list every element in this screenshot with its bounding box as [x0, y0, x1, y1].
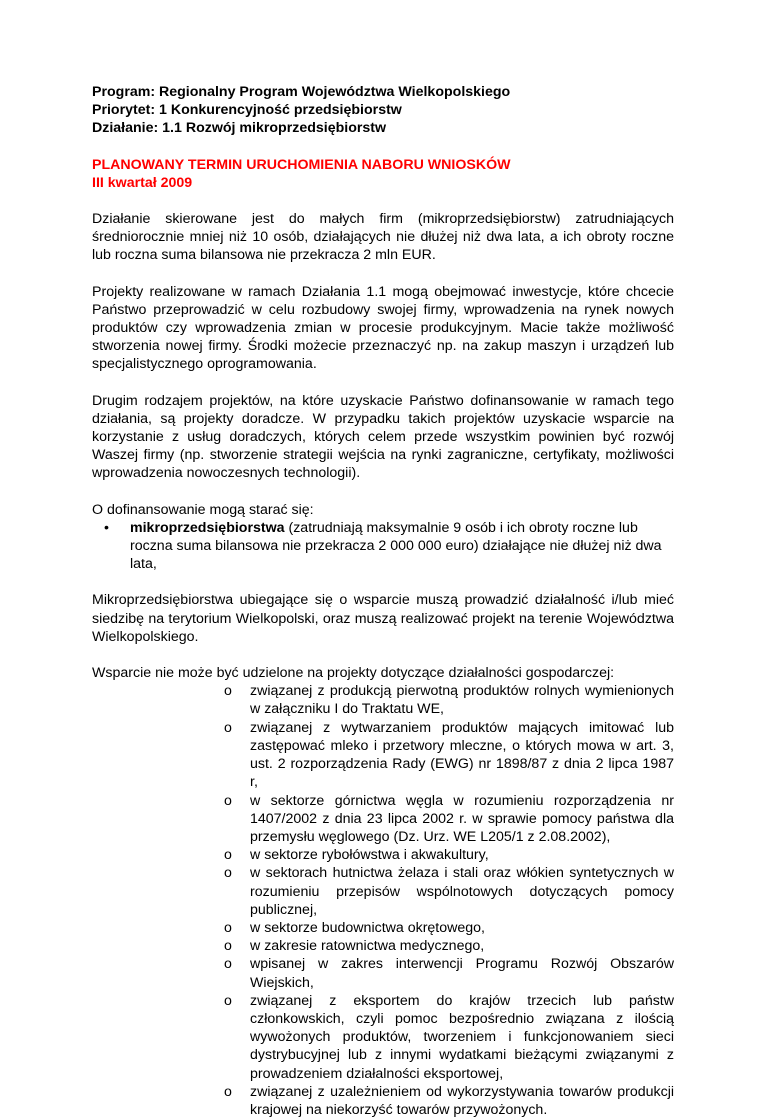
circle-bullet-marker: o — [224, 847, 232, 864]
list-item — [92, 1083, 674, 1119]
exclusions-section — [92, 664, 674, 1119]
eligibility-list — [92, 519, 674, 574]
list-item — [92, 846, 674, 864]
circle-bullet-marker: o — [224, 919, 232, 936]
recruitment-notice — [92, 156, 674, 192]
exclusions-list — [92, 682, 674, 1119]
circle-bullet-marker: o — [224, 683, 232, 700]
priority-line: Priorytet: 1 Konkurencyjność przedsiębiorstw — [92, 102, 402, 119]
exclusion-text: związanej z wytwarzaniem produktów mających imitować lub zastępować mleko i przetwory mleczne, o których mowa w art. 3, ust. 2 rozporządzenia Rady (EWG) nr 1898/87 z dnia 2 lipca 1987 r, — [250, 719, 674, 791]
notice-period: III kwartał 2009 — [92, 174, 193, 191]
circle-bullet-marker: o — [224, 792, 232, 809]
bullet-marker: • — [104, 519, 109, 536]
exclusion-text: w sektorze budownictwa okrętowego, — [250, 919, 486, 936]
circle-bullet-marker: o — [224, 992, 232, 1009]
list-item — [92, 719, 674, 792]
exclusion-text: w sektorze rybołówstwa i akwakultury, — [250, 847, 489, 864]
exclusions-intro: Wsparcie nie może być udzielone na projekty dotyczące działalności gospodarczej: — [92, 665, 615, 682]
list-item — [92, 682, 674, 718]
eligibility-intro: O dofinansowanie mogą starać się: — [92, 501, 314, 518]
circle-bullet-marker: o — [224, 938, 232, 955]
exclusion-text: w zakresie ratownictwa medycznego, — [250, 938, 485, 955]
paragraph-advisory-projects: Drugim rodzajem projektów, na które uzyskacie Państwo dofinansowanie w ramach tego działania, są projekty doradcze. W przypadku takich projektów uzyskacie wsparcie na korzystanie z usług doradczych, których celem przede wszystkim powinien być rozwój Waszej firmy (np. stworzenie strategii wejścia na rynki zagraniczne, certyfikaty, możliwości wprowadzenia nowoczesnych technologii). — [92, 392, 674, 482]
document-page — [92, 83, 674, 1119]
eligible-entity-term: mikroprzedsiębiorstwa — [130, 519, 285, 536]
exclusion-text: związanej z produkcją pierwotną produktów rolnych wymienionych w załączniku I do Traktatu WE, — [250, 683, 674, 718]
list-item — [92, 519, 674, 574]
list-item — [92, 864, 674, 919]
exclusion-text: w sektorach hutnictwa żelaza i stali oraz włókien syntetycznych w rozumieniu przepisów wspólnotowych dotyczących pomocy publicznej, — [250, 865, 674, 918]
list-item — [92, 937, 674, 955]
action-line: Działanie: 1.1 Rozwój mikroprzedsiębiorstw — [92, 120, 387, 137]
exclusion-text: związanej z eksportem do krajów trzecich lub państw członkowskich, czyli pomoc bezpośrednio związana z ilością wywożonych produktów, tworzeniem i funkcjonowaniem sieci dystrybucyjnej lub z innymi wydatkami bieżącymi związanymi z prowadzeniem działalności eksportowej, — [250, 992, 674, 1082]
list-item — [92, 919, 674, 937]
exclusion-text: w sektorze górnictwa węgla w rozumieniu rozporządzenia nr 1407/2002 z dnia 23 lipca 2002 r. w sprawie pomocy państwa dla przemysłu węglowego (Dz. Urz. WE L205/1 z 2.08.2002), — [250, 792, 674, 845]
program-line: Program: Regionalny Program Województwa Wielkopolskiego — [92, 84, 511, 100]
eligible-entity-description: (zatrudniają maksymalnie 9 osób i ich obroty roczne lub roczna suma bilansowa nie przekracza 2 000 000 euro) działające nie dłużej niż dwa lata, — [130, 519, 662, 573]
paragraph-location-requirement: Mikroprzedsiębiorstwa ubiegające się o wsparcie muszą prowadzić działalność i/lub mieć siedzibę na terytorium Wielkopolski, oraz muszą realizować projekt na terenie Województwa Wielkopolskiego. — [92, 592, 674, 645]
paragraph-target-group: Działanie skierowane jest do małych firm (mikroprzedsiębiorstw) zatrudniających średniorocznie mniej niż 10 osób, działających nie dłużej niż dwa lata, a ich obroty roczne lub roczna suma bilansowa nie przekracza 2 mln EUR. — [92, 211, 674, 264]
list-item — [92, 792, 674, 847]
circle-bullet-marker: o — [224, 1083, 232, 1100]
paragraph-investment-projects: Projekty realizowane w ramach Działania 1.1 mogą obejmować inwestycje, które chcecie Państwo przeprowadzić w celu rozbudowy swojej firmy, wprowadzenia na rynek nowych produktów czy wprowadzenia zmian w procesie produkcyjnym. Macie także możliwość stworzenia nowej firmy. Środki możecie przeznaczyć np. na zakup maszyn i urządzeń lub specjalistycznego oprogramowania. — [92, 283, 674, 373]
list-item — [92, 955, 674, 991]
eligibility-section — [92, 501, 674, 574]
circle-bullet-marker: o — [224, 865, 232, 882]
list-item — [92, 992, 674, 1083]
exclusion-text: wpisanej w zakres interwencji Programu Rozwój Obszarów Wiejskich, — [250, 956, 674, 991]
exclusion-text: związanej z uzależnieniem od wykorzystywania towarów produkcji krajowej na niekorzyść towarów przywożonych. — [250, 1083, 674, 1118]
document-header — [92, 83, 674, 138]
notice-title: PLANOWANY TERMIN URUCHOMIENIA NABORU WNIOSKÓW — [92, 156, 511, 173]
circle-bullet-marker: o — [224, 719, 232, 736]
circle-bullet-marker: o — [224, 956, 232, 973]
